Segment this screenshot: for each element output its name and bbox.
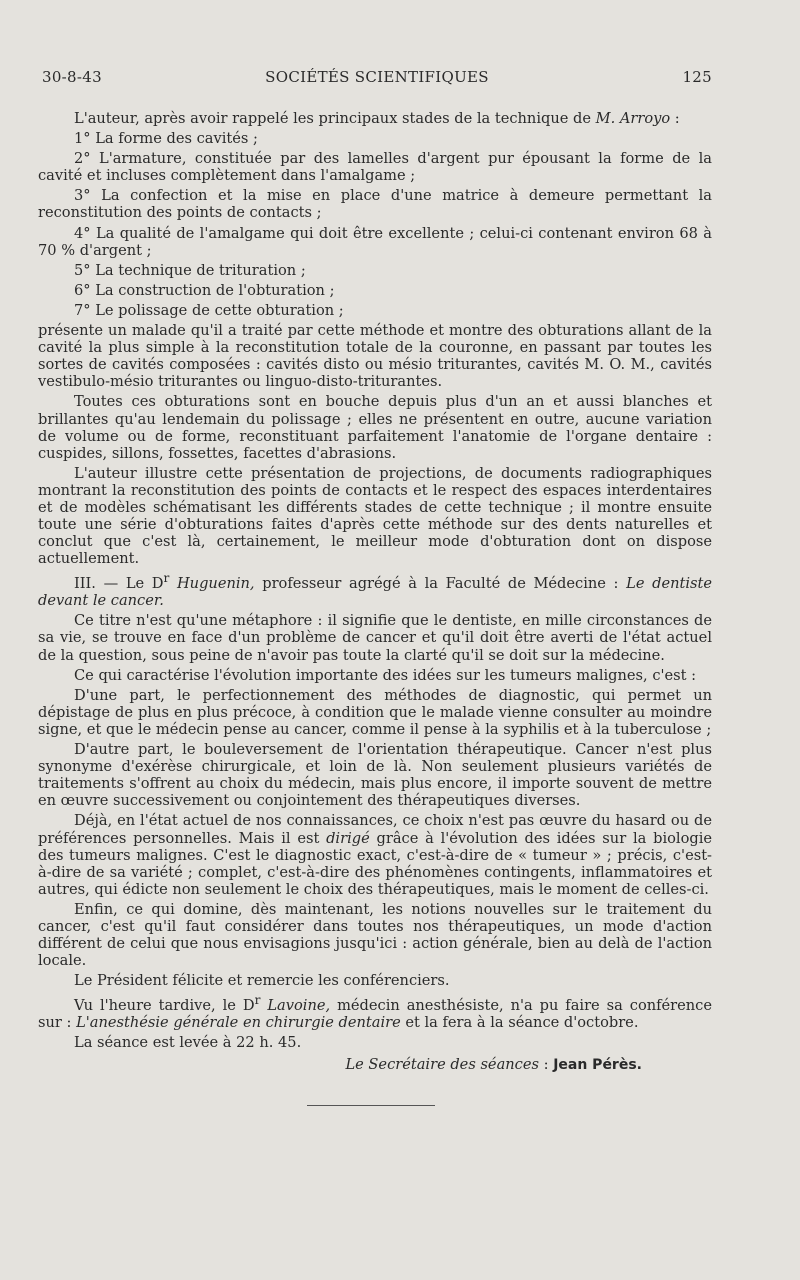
paragraph: Toutes ces obturations sont en bouche depuis plus d'un an et aussi blanches et brillantes qu'au lendemain du polissage ; elles ne présentent en outre, aucune variation de volume ou de forme, reconstituant parfaitement l'anatomie de l'organe dentaire : cuspides, sillons, fossettes, facettes d'abrasions. — [38, 393, 712, 462]
list-item: 7° Le polissage de cette obturation ; — [74, 301, 344, 319]
paragraph: Le Président félicite et remercie les conférenciers. — [74, 972, 450, 990]
talk-title: Le dentiste devant le cancer. — [38, 575, 712, 610]
paragraph — [38, 992, 712, 1031]
list-item: 6° La construction de l'obturation ; — [74, 281, 335, 299]
paragraph: Ce titre n'est qu'une métaphore : il signifie que le dentiste, en mille circonstances de sa vie, se trouve en face d'un problème de cancer et qu'il doit être averti de l'état actuel de la question, sous peine de n'avoir pas toute la clarté qu'il se doit sur la médecine. — [38, 612, 712, 664]
superscript: r — [254, 993, 261, 1008]
text: médecin anesthésiste, n'a pu faire sa conférence sur : — [38, 997, 712, 1032]
paragraph: La séance est levée à 22 h. 45. — [74, 1034, 302, 1052]
list-item: 2° L'armature, constituée par des lamelles d'argent pur épousant la forme de la cavité et incluses complètement dans l'amalgame ; — [38, 150, 712, 185]
article-body — [38, 110, 712, 1074]
signature — [38, 1056, 712, 1074]
text: et la fera à la séance d'octobre. — [400, 1014, 639, 1032]
talk-title: L'anesthésie générale en chirurgie dentaire — [76, 1014, 401, 1032]
text: professeur agrégé à la Faculté de Médecine : — [254, 575, 627, 593]
signature-role: Le Secrétaire des séances — [345, 1055, 539, 1073]
person-name: Huguenin, — [169, 575, 255, 593]
text: Déjà, en l'état actuel de nos connaissances, ce choix n'est pas œuvre du hasard ou de préférences personnelles. Mais il est — [38, 812, 712, 847]
text: III. — Le D — [74, 575, 164, 593]
text: : — [670, 110, 680, 127]
header-date: 30-8-43 — [42, 68, 102, 86]
paragraph: Ce qui caractérise l'évolution importante des idées sur les tumeurs malignes, c'est : — [74, 666, 697, 684]
list-item: 4° La qualité de l'amalgame qui doit être excellente ; celui-ci contenant environ 68 à 70 % d'argent ; — [38, 224, 712, 259]
paragraph: Enfin, ce qui domine, dès maintenant, les notions nouvelles sur le traitement du cancer, c'est qu'il faut considérer dans toutes nos thérapeutiques, un mode d'action différent de celui que nous envisagions jusqu'ici : action générale, bien au delà de l'action locale. — [38, 900, 712, 970]
paragraph — [38, 570, 712, 609]
text: grâce à l'évolution des idées sur la biologie des tumeurs malignes. C'est le diagnostic exact, c'est-à-dire de « tumeur » ; précis, c'est-à-dire de sa variété ; complet, c'est-à-dire des phénomènes contingents, inflammatoires et autres, qui édicte non seulement le choix des thérapeutiques, mais le moment de celles-ci. — [38, 829, 712, 898]
page-number: 125 — [682, 68, 712, 86]
paragraph — [38, 110, 712, 127]
list-item: 5° La technique de trituration ; — [74, 261, 306, 279]
text: L'auteur, après avoir rappelé les principaux stades de la technique de — [74, 110, 596, 127]
paragraph: D'autre part, le bouleversement de l'orientation thérapeutique. Cancer n'est plus synonyme d'exérèse chirurgicale, et loin de là. Non seulement plusieurs variétés de traitements s'offrent au choix du médecin, mais plus encore, il importe souvent de mettre en œuvre successivement ou conjointement des thérapeutiques diverses. — [38, 741, 712, 810]
signature-name: Jean Pérès. — [553, 1056, 642, 1073]
header-title: SOCIÉTÉS SCIENTIFIQUES — [265, 68, 489, 86]
person-name: Lavoine, — [260, 997, 331, 1015]
emphasis: dirigé — [326, 829, 370, 847]
person-name: M. Arroyo — [595, 110, 671, 127]
paragraph: présente un malade qu'il a traité par cette méthode et montre des obturations allant de la cavité la plus simple à la reconstitution totale de la couronne, en passant par toutes les sortes de cavités composées : cavités disto ou mésio triturantes, cavités M. O. M., cavités vestibulo-mésio triturantes ou linguo-disto-triturantes. — [38, 322, 712, 391]
text: Vu l'heure tardive, le D — [74, 997, 255, 1015]
paragraph: D'une part, le perfectionnement des méthodes de diagnostic, qui permet un dépistage de plus en plus précoce, à condition que le malade vienne consulter au moindre signe, et que le médecin pense au cancer, comme il pense à la syphilis et à la tuberculose ; — [38, 686, 712, 738]
list-item: 1° La forme des cavités ; — [74, 130, 258, 148]
paragraph: L'auteur illustre cette présentation de projections, de documents radiographiques montrant la reconstitution des points de contacts et le respect des espaces interdentaires et de modèles schématisant les différents stades de cette technique ; il montre ensuite toute une série d'obturations faites d'après cette méthode sur des dents naturelles et conclut que c'est là, certainement, le meilleur mode d'obturation dont on dispose actuellement. — [38, 464, 712, 568]
paragraph — [38, 812, 712, 897]
end-rule-divider — [307, 1105, 435, 1106]
list-item: 3° La confection et la mise en place d'une matrice à demeure permettant la reconstitution des points de contacts ; — [38, 187, 712, 222]
superscript: r — [163, 571, 170, 586]
text: : — [538, 1055, 554, 1073]
